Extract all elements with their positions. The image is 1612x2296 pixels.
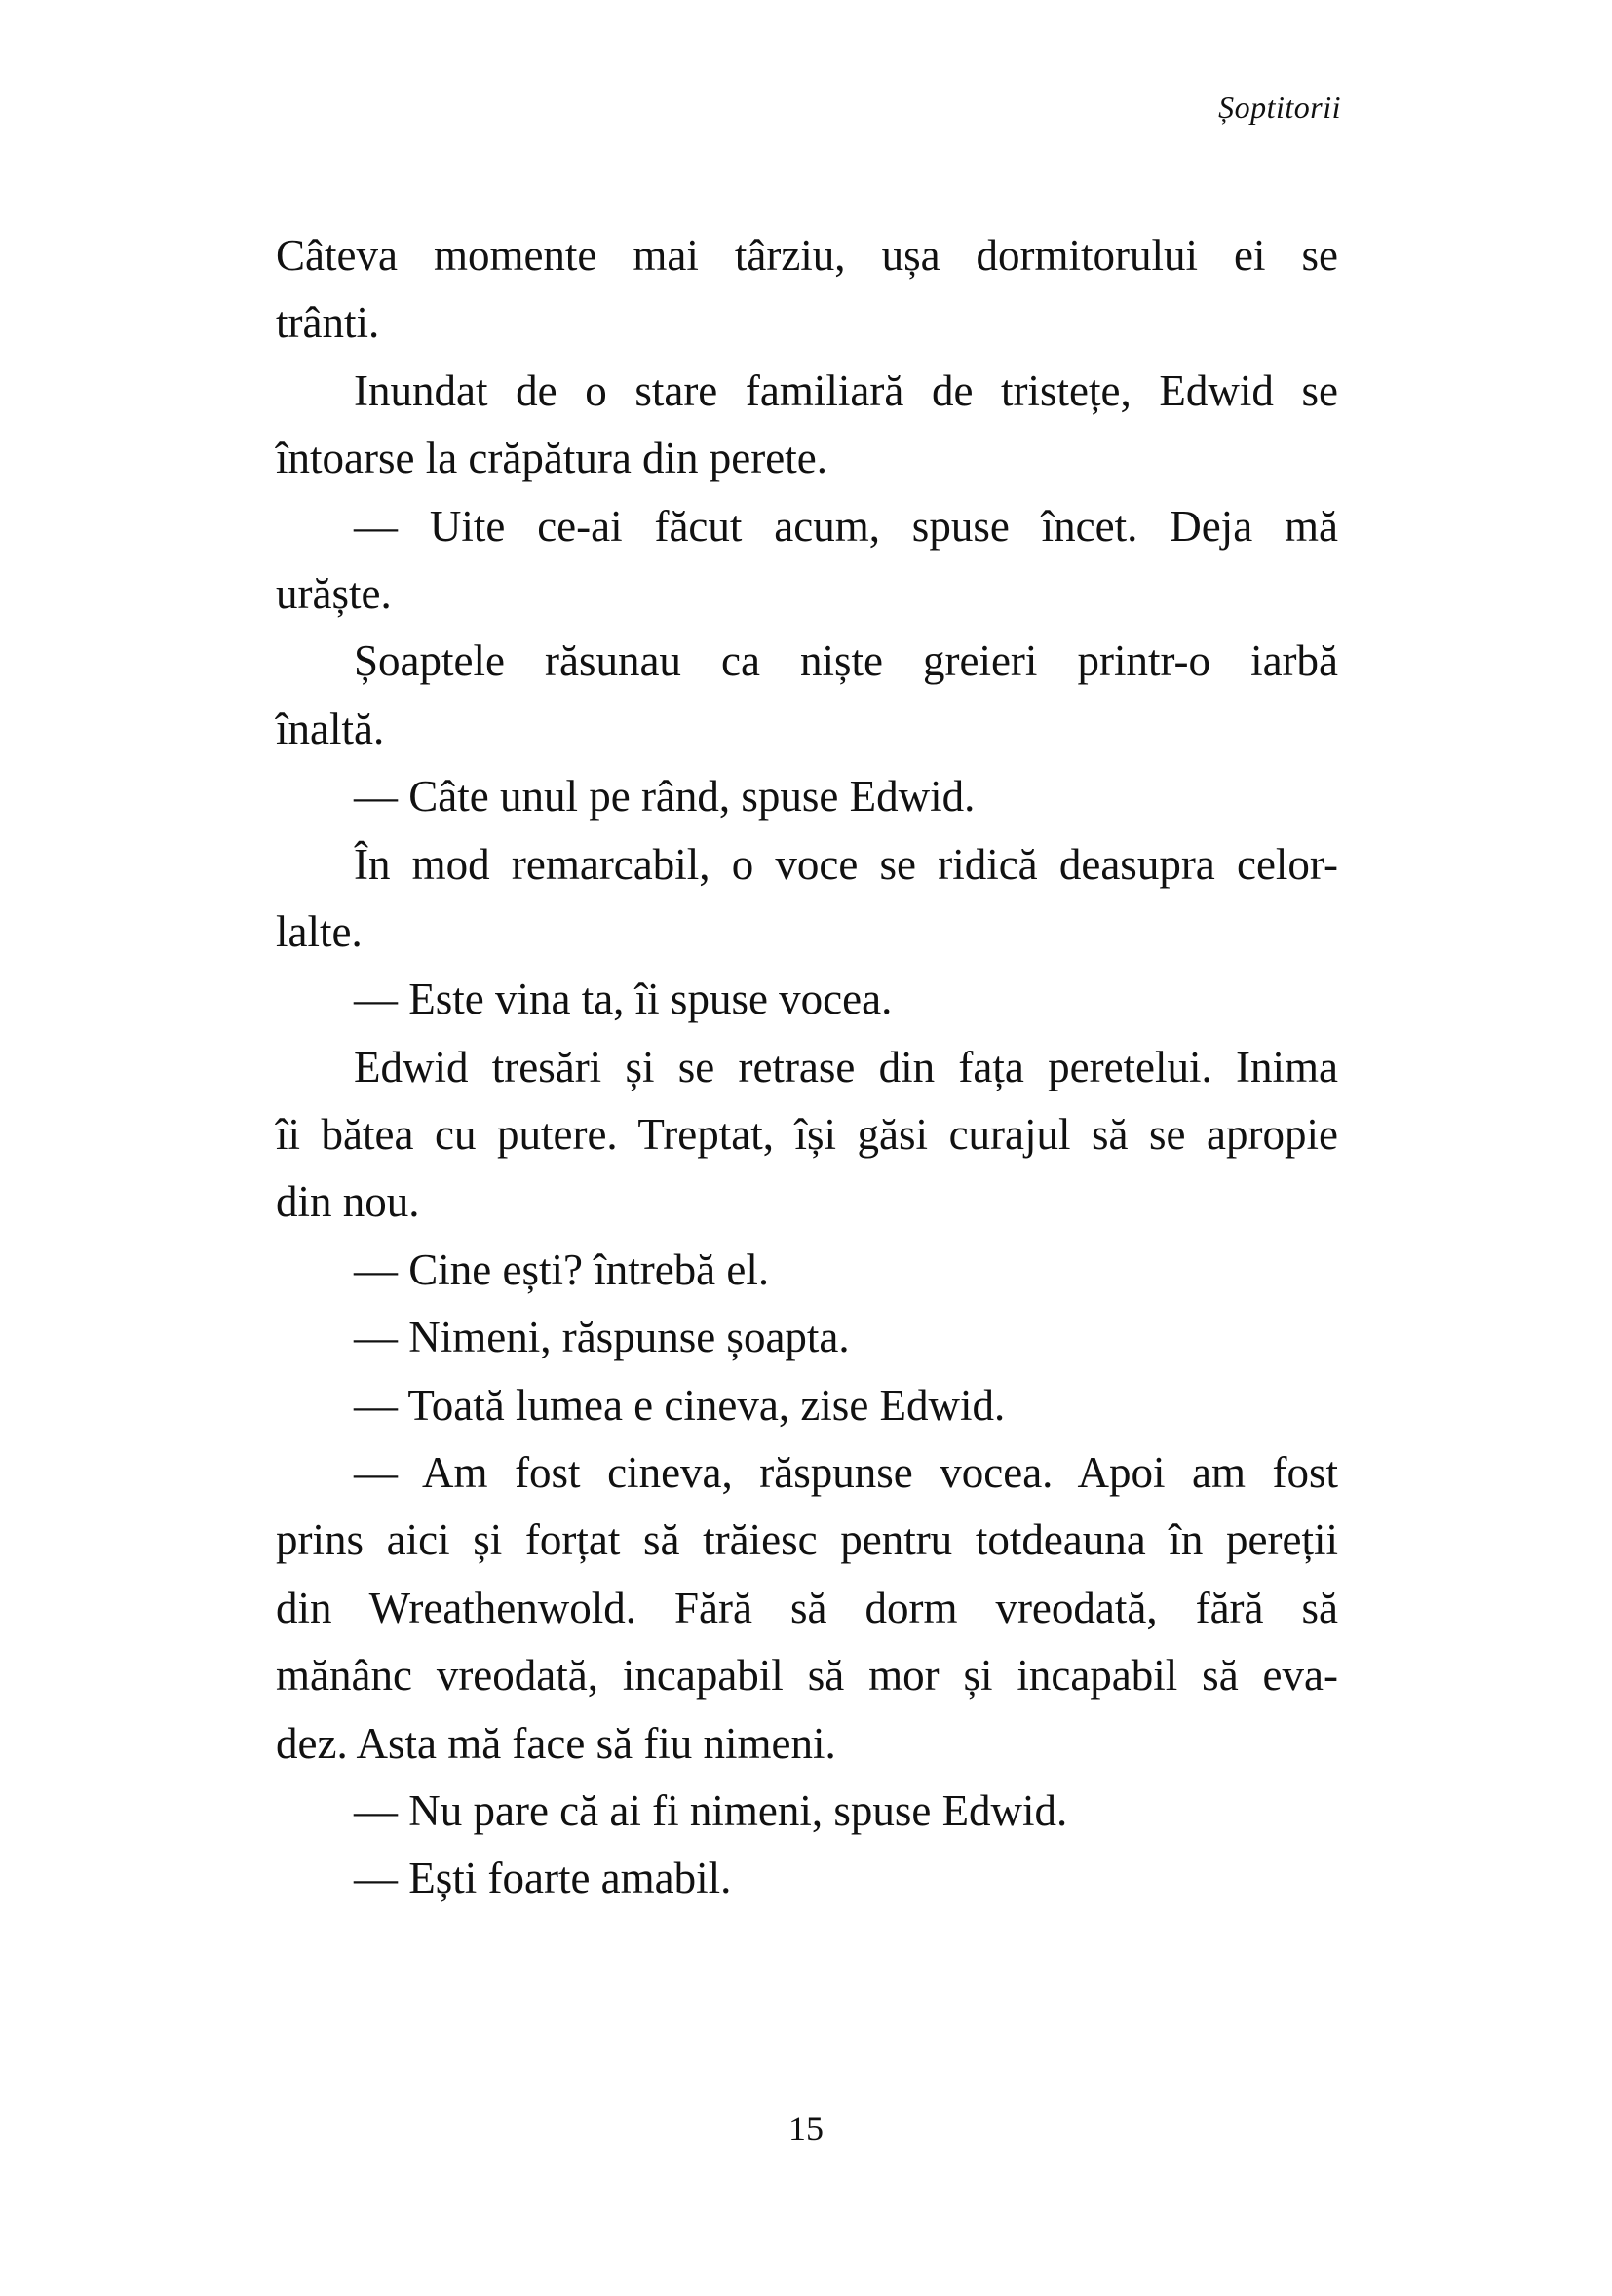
text-line: — Uite ce-ai făcut acum, spuse încet. Deja mă bbox=[354, 501, 1338, 551]
text-line: — Cine ești? întrebă el. bbox=[354, 1244, 770, 1294]
text-line: urăște. bbox=[276, 568, 392, 618]
running-header: Șoptitorii bbox=[1218, 90, 1341, 125]
text-line: îi bătea cu putere. Treptat, își găsi curajul să se apropie bbox=[276, 1110, 1338, 1160]
body-text bbox=[276, 222, 1338, 1913]
text-line: din Wreathenwold. Fără să dorm vreodată, fără să bbox=[276, 1583, 1338, 1632]
page-number: 15 bbox=[788, 2109, 824, 2148]
text-line: prins aici și forțat să trăiesc pentru totdeauna în pereții bbox=[276, 1515, 1338, 1565]
text-line: Edwid tresări și se retrase din fața peretelui. Inima bbox=[354, 1042, 1338, 1091]
text-line: Șoaptele răsunau ca niște greieri printr-o iarbă bbox=[354, 636, 1338, 686]
text-line: lalte. bbox=[276, 906, 363, 956]
text-line: — Câte unul pe rând, spuse Edwid. bbox=[354, 772, 976, 822]
text-line: — Toată lumea e cineva, zise Edwid. bbox=[354, 1380, 1006, 1430]
text-line: dez. Asta mă face să fiu nimeni. bbox=[276, 1718, 836, 1768]
text-line: Câteva momente mai târziu, ușa dormitorului ei se bbox=[276, 231, 1338, 280]
text-line: — Ești foarte amabil. bbox=[354, 1854, 732, 1903]
text-line: — Nu pare că ai fi nimeni, spuse Edwid. bbox=[354, 1785, 1068, 1835]
text-line: — Nimeni, răspunse șoapta. bbox=[354, 1313, 850, 1362]
text-line: trânti. bbox=[276, 298, 380, 348]
text-line: din nou. bbox=[276, 1177, 420, 1227]
text-line: În mod remarcabil, o voce se ridică deasupra celor- bbox=[354, 839, 1338, 889]
text-line: — Este vina ta, îi spuse vocea. bbox=[354, 975, 893, 1024]
text-line: — Am fost cineva, răspunse vocea. Apoi am fost bbox=[354, 1448, 1338, 1498]
text-line: înaltă. bbox=[276, 704, 385, 753]
text-line: întoarse la crăpătura din perete. bbox=[276, 434, 827, 483]
text-line: Inundat de o stare familiară de tristețe, Edwid se bbox=[354, 365, 1338, 415]
text-line: mănânc vreodată, incapabil să mor și incapabil să eva- bbox=[276, 1651, 1338, 1701]
